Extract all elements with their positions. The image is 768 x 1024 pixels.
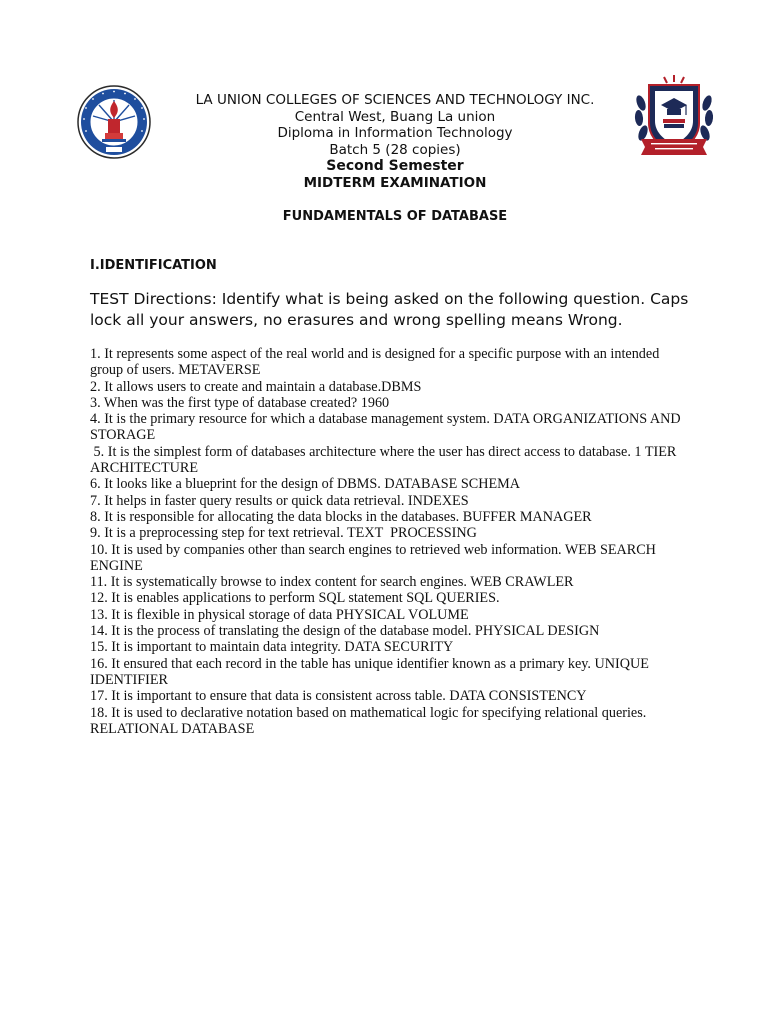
batch-info: Batch 5 (28 copies) <box>329 141 461 158</box>
question-item: 5. It is the simplest form of databases architecture where the user has direct access to database. 1 TIER ARCHITECTURE <box>90 443 680 477</box>
program-crest-icon <box>631 73 717 163</box>
question-item: 13. It is flexible in physical storage of data PHYSICAL VOLUME <box>90 606 469 623</box>
test-directions: TEST Directions: Identify what is being asked on the following question. Caps lock all your answers, no erasures and wrong spelling means Wrong. <box>90 290 689 329</box>
question-item: 6. It looks like a blueprint for the design of DBMS. DATABASE SCHEMA <box>90 476 520 493</box>
question-item: 8. It is responsible for allocating the data blocks in the databases. BUFFER MANAGER <box>90 508 592 525</box>
question-item: 10. It is used by companies other than search engines to retrieved web information. WEB SEARCH ENGINE <box>90 541 656 574</box>
subject-title: FUNDAMENTALS OF DATABASE <box>282 209 508 224</box>
question-item: 15. It is important to maintain data integrity. DATA SECURITY <box>90 639 454 656</box>
semester-label: Second Semester <box>326 158 464 174</box>
exam-header <box>160 92 630 191</box>
exam-title: MIDTERM EXAMINATION <box>303 174 487 191</box>
institution-name: LA UNION COLLEGES OF SCIENCES AND TECHNOLOGY INC. <box>195 92 595 108</box>
question-item: 3. When was the first type of database created? 1960 <box>90 394 390 411</box>
question-item: 14. It is the process of translating the design of the database model. PHYSICAL DESIGN <box>90 623 600 640</box>
question-item: 1. It represents some aspect of the real world and is designed for a specific purpose with an intended group of users. METAVERSE <box>90 346 660 379</box>
question-item: 16. It ensured that each record in the table has unique identifier known as a primary key. UNIQUE IDENTIFIER <box>90 655 649 688</box>
college-seal-icon <box>77 85 151 159</box>
program-name: Diploma in Information Technology <box>277 125 513 141</box>
question-item: 18. It is used to declarative notation based on mathematical logic for specifying relational queries. RELATIONAL DATABASE <box>90 704 647 737</box>
question-item: 12. It is enables applications to perform SQL statement SQL QUERIES. <box>90 590 500 607</box>
question-item: 2. It allows users to create and maintain a database.DBMS <box>90 378 422 395</box>
question-item: 4. It is the primary resource for which a database management system. DATA ORGANIZATIONS AND STORAGE <box>90 411 681 444</box>
question-item: 17. It is important to ensure that data is consistent across table. DATA CONSISTENCY <box>90 688 587 705</box>
question-list <box>90 346 690 737</box>
question-item: 7. It helps in faster query results or quick data retrieval. INDEXES <box>90 492 469 509</box>
question-item: 11. It is systematically browse to index content for search engines. WEB CRAWLER <box>90 574 574 591</box>
question-item: 9. It is a preprocessing step for text retrieval. TEXT PROCESSING <box>90 525 477 542</box>
institution-address: Central West, Buang La union <box>294 108 496 125</box>
section-title: I.IDENTIFICATION <box>90 258 217 273</box>
